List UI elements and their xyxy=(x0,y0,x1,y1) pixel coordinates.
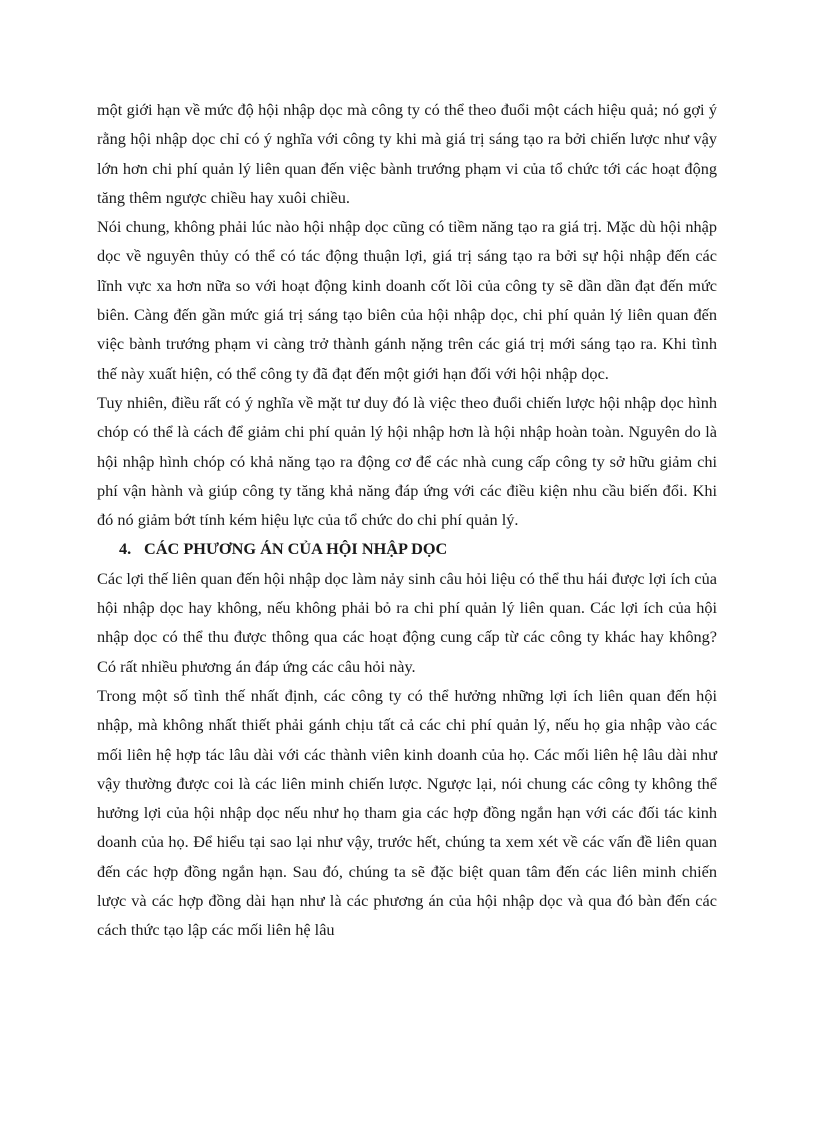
section-heading xyxy=(97,534,717,563)
section-number: 4. xyxy=(119,539,132,559)
section-title: CÁC PHƯƠNG ÁN CỦA HỘI NHẬP DỌC xyxy=(144,539,448,559)
paragraph-alternatives-question: Các lợi thế liên quan đến hội nhập dọc làm nảy sinh câu hỏi liệu có thể thu hái được lợi ích của hội nhập dọc hay không, nếu không phải bỏ ra chi phí quản lý liên quan. Các lợi ích của hội nhập dọc có thể thu được thông qua các hoạt động cung cấp từ các công ty khác hay không? Có rất nhiều phương án đáp ứng các câu hỏi này. xyxy=(97,568,717,676)
document-page xyxy=(97,95,717,945)
paragraph-strategic-alliances: Trong một số tình thế nhất định, các công ty có thể hưởng những lợi ích liên quan đến hội nhập, mà không nhất thiết phải gánh chịu tất cả các chi phí quản lý, nếu họ gia nhập vào các mối liên hệ hợp tác lâu dài với các thành viên kinh doanh của họ. Các mối liên hệ lâu dài như vậy thường được coi là các liên minh chiến lược. Ngược lại, nói chung các công ty không thể hưởng lợi của hội nhập dọc nếu như họ tham gia các hợp đồng ngắn hạn với các đối tác kinh doanh của họ. Để hiểu tại sao lại như vậy, trước hết, chúng ta xem xét về các vấn đề liên quan đến các hợp đồng ngắn hạn. Sau đó, chúng ta sẽ đặc biệt quan tâm đến các liên minh chiến lược và các hợp đồng dài hạn như là các phương án của hội nhập dọc và qua đó bàn đến các cách thức tạo lập các mối liên hệ lâu xyxy=(97,685,717,940)
paragraph-hierarchy-limit: một giới hạn về mức độ hội nhập dọc mà công ty có thể theo đuổi một cách hiệu quả; nó gợi ý rằng hội nhập dọc chỉ có ý nghĩa với công ty khi mà giá trị sáng tạo ra bởi chiến lược như vậy lớn hơn chi phí quản lý liên quan đến việc bành trướng phạm vi của tổ chức tới các hoạt động tăng thêm ngược chiều hay xuôi chiều. xyxy=(97,100,717,207)
paragraph-value-creation: Nói chung, không phải lúc nào hội nhập dọc cũng có tiềm năng tạo ra giá trị. Mặc dù hội nhập dọc về nguyên thủy có thể có tác động thuận lợi, giá trị sáng tạo ra bởi sự hội nhập đến các lĩnh vực xa hơn nữa so với hoạt động kinh doanh cốt lõi của công ty sẽ dần dần đạt đến mức biên. Càng đến gần mức giá trị sáng tạo biên của hội nhập dọc, chi phí quản lý liên quan đến việc bành trướng phạm vi càng trở thành gánh nặng trên các giá trị mới sáng tạo ra. Khi tình thế này xuất hiện, có thể công ty đã đạt đến một giới hạn đối với hội nhập dọc. xyxy=(97,217,717,383)
paragraph-taper-integration: Tuy nhiên, điều rất có ý nghĩa về mặt tư duy đó là việc theo đuổi chiến lược hội nhập dọc hình chóp có thể là cách để giảm chi phí quản lý hội nhập hơn là hội nhập hoàn toàn. Nguyên do là hội nhập hình chóp có khả năng tạo ra động cơ để các nhà cung cấp công ty sở hữu giảm chi phí vận hành và giúp công ty tăng khả năng đáp ứng với các điều kiện nhu cầu biến đổi. Khi đó nó giảm bớt tính kém hiệu lực của tổ chức do chi phí quản lý. xyxy=(97,392,717,530)
